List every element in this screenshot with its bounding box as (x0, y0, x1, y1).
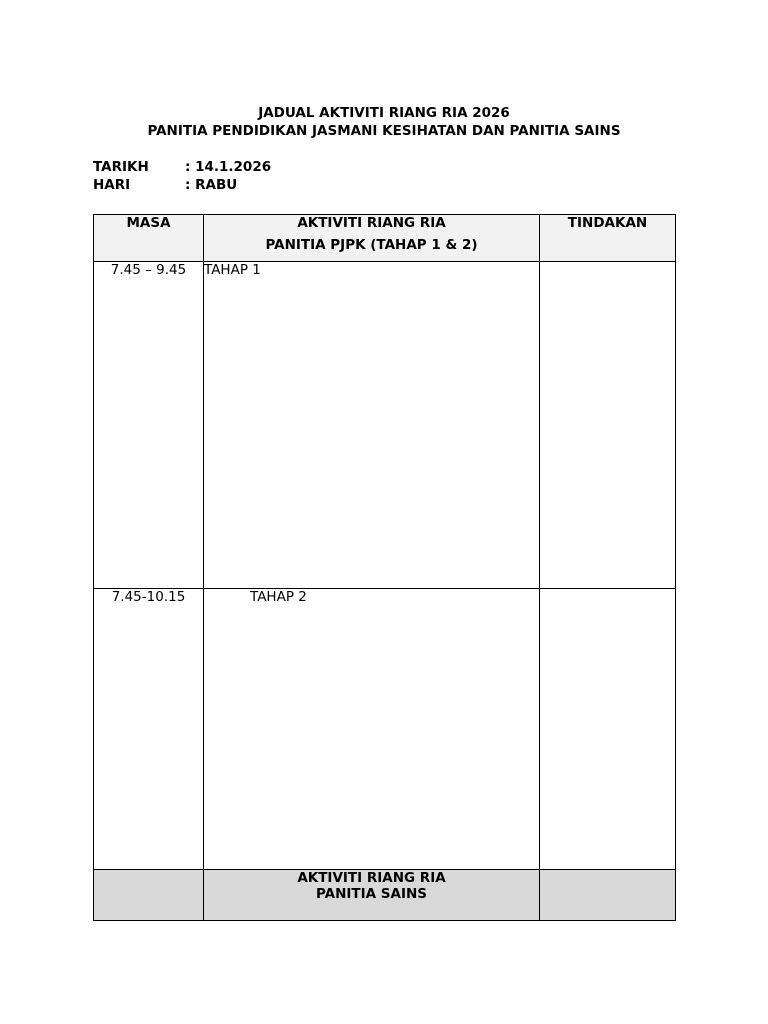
cell-masa (94, 589, 204, 870)
cell-tindakan (540, 262, 676, 589)
header-aktiviti-line2: PANITIA PJPK (TAHAP 1 & 2) (265, 237, 478, 253)
footer-cell-aktiviti (204, 870, 540, 921)
table-header-row (94, 215, 676, 262)
document-subtitle: PANITIA PENDIDIKAN JASMANI KESIHATAN DAN PANITIA SAINS (147, 123, 621, 139)
day-value: : RABU (185, 177, 238, 193)
cell-aktiviti (204, 262, 540, 589)
header-masa (94, 215, 204, 262)
table-row (94, 589, 676, 870)
header-tindakan (540, 215, 676, 262)
footer-line2: PANITIA SAINS (315, 886, 428, 902)
schedule-table (93, 214, 676, 921)
header-aktiviti-line1: AKTIVITI RIANG RIA (297, 215, 446, 231)
footer-cell-empty (540, 870, 676, 921)
header-masa-label: MASA (126, 215, 171, 231)
footer-line1: AKTIVITI RIANG RIA (297, 870, 446, 886)
table-footer-row (94, 870, 676, 921)
masa-value: 7.45-10.15 (111, 589, 186, 605)
footer-cell-empty (94, 870, 204, 921)
cell-masa (94, 262, 204, 589)
date-value: : 14.1.2026 (185, 159, 272, 175)
aktiviti-value: TAHAP 2 (250, 589, 307, 605)
header-tindakan-label: TINDAKAN (567, 215, 648, 231)
day-label: HARI (93, 177, 131, 193)
cell-aktiviti (204, 589, 540, 870)
date-field (93, 158, 271, 176)
date-label: TARIKH (93, 159, 149, 175)
document-title: JADUAL AKTIVITI RIANG RIA 2026 (258, 105, 510, 121)
masa-value: 7.45 – 9.45 (110, 262, 187, 278)
header-aktiviti (204, 215, 540, 262)
cell-tindakan (540, 589, 676, 870)
aktiviti-value: TAHAP 1 (204, 262, 261, 278)
day-field (93, 176, 237, 194)
table-row (94, 262, 676, 589)
